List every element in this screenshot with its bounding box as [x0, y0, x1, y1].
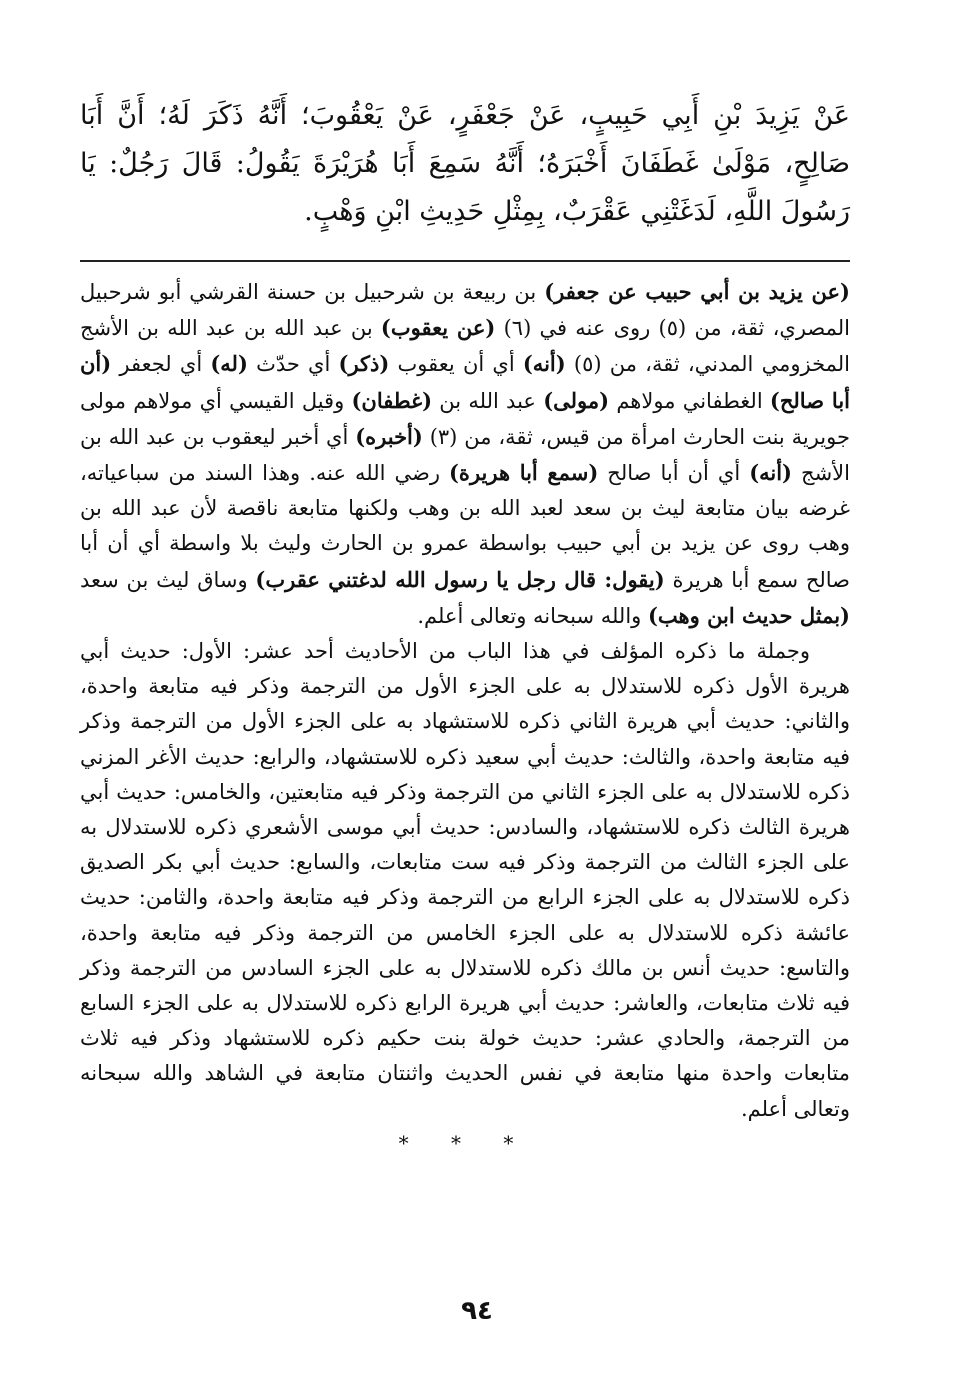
bold-term: (يقول: قال رجل يا رسول الله لدغتني عقرب): [255, 566, 665, 592]
bold-term: (أن أبا صالح): [80, 351, 851, 413]
bold-term: (أنه): [522, 351, 566, 377]
bold-term: (سمع أبا هريرة): [449, 460, 599, 486]
section-separator: * * *: [398, 1130, 532, 1155]
bold-term: (أنه): [749, 460, 792, 486]
bold-term: (بمثل حديث ابن وهب): [647, 602, 850, 628]
chapter-summary: وجملة ما ذكره المؤلف في هذا الباب من الأحاديث أحد عشر: الأول: حديث أبي هريرة الأول ذكره للاستدلال به على الجزء الأول من الترجمة وذكر فيه متابعة واحدة، والثاني: حديث أبي هريرة الثاني ذكره للاستشهاد به على الجزء الأول من الترجمة وذكر فيه متابعة واحدة، والثالث: حديث أبي سعيد ذكره للاستشهاد، والرابع: حديث الأغر المزني ذكره للاستدلال به على الجزء الثاني من الترجمة وذكر فيه متابعتين، والخامس: حديث أبي هريرة الثالث ذكره للاستشهاد، والسادس: حديث أبي موسى الأشعري ذكره للاستدلال به على الجزء الثالث من الترجمة وذكر فيه ست متابعات، والسابع: حديث أبي بكر الصديق ذكره للاستدلال به على الجزء الرابع من الترجمة وذكر فيه متابعة واحدة، والثامن: حديث عائشة ذكره للاستدلال به على الجزء الخامس من الترجمة وذكر فيه متابعة واحدة، والتاسع: حديث أنس بن مالك ذكره للاستدلال به على الجزء السادس من الترجمة وذكر فيه ثلاث متابعات، والعاشر: حديث أبي هريرة الرابع ذكره للاستدلال به على الجزء السابع من الترجمة، والحادي عشر: حديث خولة بنت حكيم ذكره للاستشهاد وذكر فيه ثلاث متابعات واحدة منها متابعة في نفس الحديث واثنتان متابعة في الشاهد والله سبحانه وتعالى أعلم.: [80, 639, 850, 1121]
hadith-text: عَنْ يَزِيدَ بْنِ أَبِي حَبِيبٍ، عَنْ جَعْفَرٍ، عَنْ يَعْقُوبَ؛ أَنَّهُ ذَكَرَ لَهُ؛ أَنَّ أَبَا صَالِحٍ، مَوْلَىٰ غَطَفَانَ أَخْبَرَهُ؛ أَنَّهُ سَمِعَ أَبَا هُرَيْرَةَ يَقُولُ: قَالَ رَجُلٌ: يَا رَسُولَ اللَّهِ، لَدَغَتْنِي عَقْرَبٌ، بِمِثْلِ حَدِيثِ ابْنِ وَهْبٍ.: [80, 100, 850, 227]
commentary-paragraph: (عن يزيد بن أبي حبيب عن جعفر) بن ربيعة بن شرحبيل بن حسنة القرشي أبو شرحبيل المصري، ثقة، من (٥) روى عنه في (٦) (عن يعقوب) بن عبد الله بن عبد الله بن الأشج المخزومي المدني، ثقة، من (٥) (أنه) أي أن يعقوب (ذكر) أي حدّث (له) أي لجعفر (أن أبا صالح) الغطفاني مولاهم (مولى) عبد الله بن (غطفان) وقيل القيسي أي مولاهم مولى جويرية بنت الحارث امرأة من قيس، ثقة، من (٣) (أخبره) أي أخبر ليعقوب بن عبد الله بن الأشج (أنه) أي أن أبا صالح (سمع أبا هريرة) رضي الله عنه. وهذا السند من سباعياته، غرضه بيان متابعة ليث بن سعد لعبد الله بن وهب ولكنها متابعة ناقصة لأن عبد الله بن وهب روى عن يزيد بن أبي حبيب بواسطة عمرو بن الحارث وليث بلا واسطة أي أن أبا صالح سمع أبا هريرة (يقول: قال رجل يا رسول الله لدغتني عقرب) وساق ليث بن سعد (بمثل حديث ابن وهب) والله سبحانه وتعالى أعلم.: [80, 279, 851, 628]
page-number: ٩٤: [461, 1296, 493, 1326]
bold-term: (ذكر): [338, 351, 390, 377]
bold-term: (عن يعقوب): [380, 315, 496, 341]
bold-term: (مولى): [543, 387, 610, 413]
commentary-section: [80, 274, 850, 1127]
footnote-divider: [80, 260, 850, 262]
bold-term: (له): [210, 351, 248, 377]
bold-term: (عن يزيد بن أبي حبيب عن جعفر): [544, 279, 850, 304]
bold-term: (أخبره): [355, 423, 423, 449]
page-body: [80, 92, 850, 1155]
bold-term: (غطفان): [351, 387, 433, 413]
